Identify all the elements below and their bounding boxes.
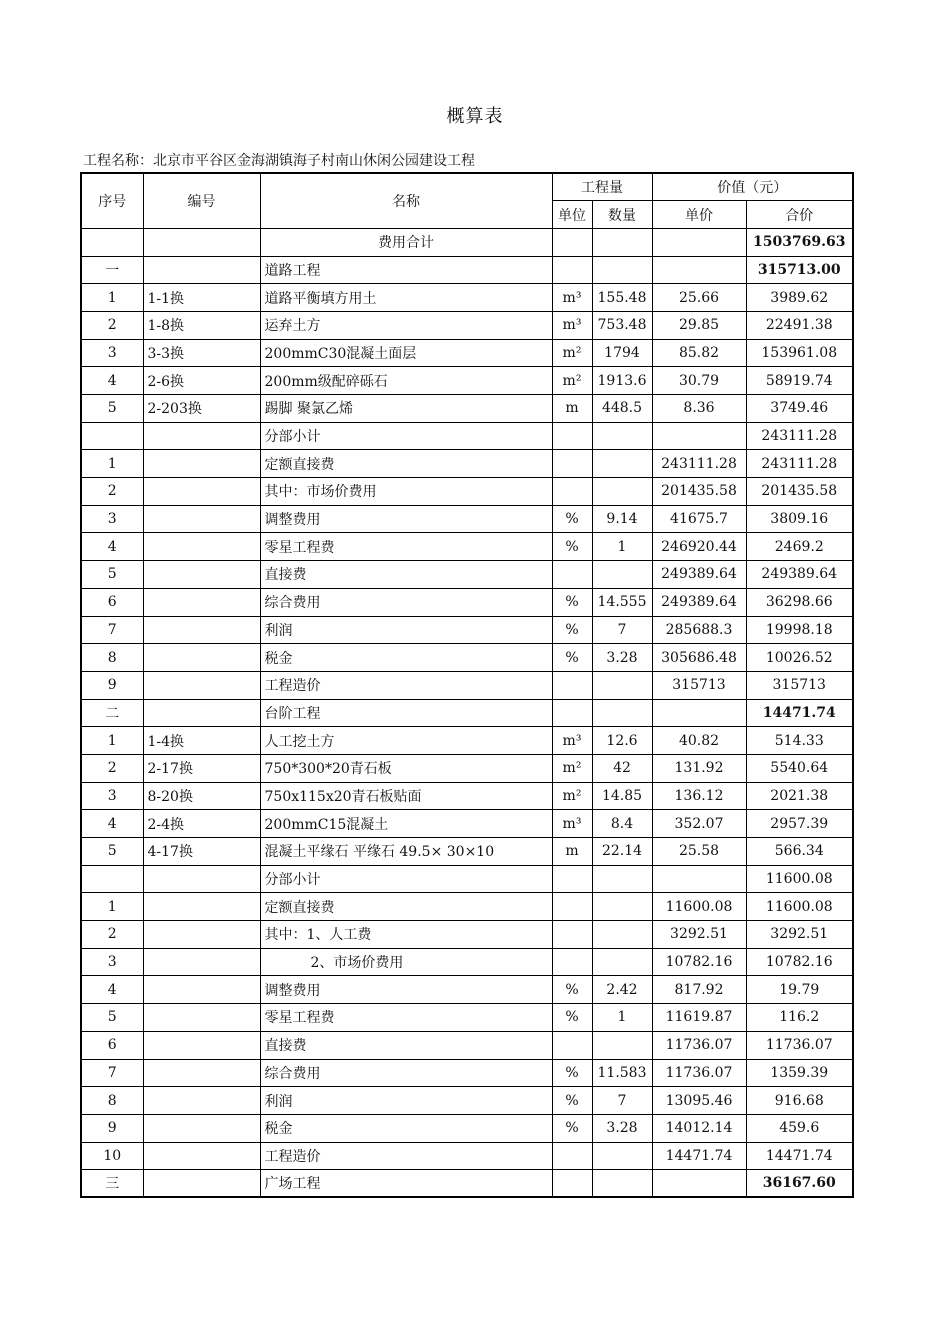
table-row xyxy=(81,865,853,893)
cell-name: 分部小计 xyxy=(260,865,552,893)
cell-price: 11736.07 xyxy=(652,1059,746,1087)
cell-total: 3749.46 xyxy=(746,395,853,423)
cell-unit: % xyxy=(552,644,592,672)
cell-code xyxy=(143,1170,260,1198)
cell-qty: 7 xyxy=(592,1087,652,1115)
cell-unit xyxy=(552,948,592,976)
cell-total: 14471.74 xyxy=(746,699,853,727)
header-price: 单价 xyxy=(652,201,746,229)
cell-price: 25.58 xyxy=(652,838,746,866)
cell-unit xyxy=(552,561,592,589)
cell-total: 3809.16 xyxy=(746,505,853,533)
cell-total: 243111.28 xyxy=(746,422,853,450)
cell-code: 3-3换 xyxy=(143,339,260,367)
cell-unit xyxy=(552,450,592,478)
cell-code xyxy=(143,588,260,616)
cell-total: 116.2 xyxy=(746,1004,853,1032)
table-row xyxy=(81,893,853,921)
cell-price: 136.12 xyxy=(652,782,746,810)
cell-total: 514.33 xyxy=(746,727,853,755)
cell-code xyxy=(143,561,260,589)
cell-price: 315713 xyxy=(652,671,746,699)
cell-qty xyxy=(592,478,652,506)
cell-unit: m² xyxy=(552,782,592,810)
cell-seq: 4 xyxy=(81,367,143,395)
cell-qty xyxy=(592,921,652,949)
cell-unit xyxy=(552,256,592,284)
cell-total: 36298.66 xyxy=(746,588,853,616)
table-row xyxy=(81,616,853,644)
cell-name: 税金 xyxy=(260,1114,552,1142)
cell-seq: 8 xyxy=(81,1087,143,1115)
cell-seq: 8 xyxy=(81,644,143,672)
cell-code xyxy=(143,256,260,284)
table-row xyxy=(81,228,853,256)
table-row xyxy=(81,588,853,616)
cell-name: 200mm级配碎砾石 xyxy=(260,367,552,395)
cell-name: 综合费用 xyxy=(260,588,552,616)
cell-qty xyxy=(592,1031,652,1059)
cell-unit: % xyxy=(552,976,592,1004)
cell-qty: 14.555 xyxy=(592,588,652,616)
cell-qty: 753.48 xyxy=(592,311,652,339)
cell-name: 零星工程费 xyxy=(260,533,552,561)
cell-total: 11600.08 xyxy=(746,865,853,893)
cell-qty: 155.48 xyxy=(592,284,652,312)
table-row xyxy=(81,976,853,1004)
cell-total: 459.6 xyxy=(746,1114,853,1142)
cell-qty: 12.6 xyxy=(592,727,652,755)
cell-price: 40.82 xyxy=(652,727,746,755)
cell-total: 2957.39 xyxy=(746,810,853,838)
project-name: 工程名称：北京市平谷区金海湖镇海子村南山休闲公园建设工程 xyxy=(83,153,475,169)
cell-seq: 3 xyxy=(81,505,143,533)
cell-seq: 二 xyxy=(81,699,143,727)
cell-seq: 5 xyxy=(81,561,143,589)
cell-name: 工程造价 xyxy=(260,1142,552,1170)
cell-total: 3989.62 xyxy=(746,284,853,312)
table-row xyxy=(81,1004,853,1032)
cell-name: 踢脚 聚氯乙烯 xyxy=(260,395,552,423)
table-row xyxy=(81,1170,853,1198)
cell-qty: 11.583 xyxy=(592,1059,652,1087)
cell-code: 4-17换 xyxy=(143,838,260,866)
table-row xyxy=(81,478,853,506)
cell-total: 1503769.63 xyxy=(746,228,853,256)
cell-qty: 8.4 xyxy=(592,810,652,838)
cell-code xyxy=(143,533,260,561)
page-title: 概算表 xyxy=(446,106,504,127)
table-row xyxy=(81,284,853,312)
table-row xyxy=(81,1031,853,1059)
cell-unit xyxy=(552,699,592,727)
cell-unit xyxy=(552,921,592,949)
cell-total: 19.79 xyxy=(746,976,853,1004)
cell-qty xyxy=(592,422,652,450)
header-name: 名称 xyxy=(260,173,552,228)
cell-qty: 448.5 xyxy=(592,395,652,423)
cell-code xyxy=(143,505,260,533)
table-row xyxy=(81,921,853,949)
cell-code: 1-4换 xyxy=(143,727,260,755)
cell-code xyxy=(143,1142,260,1170)
table-row xyxy=(81,810,853,838)
cell-code: 2-17换 xyxy=(143,754,260,782)
cell-price xyxy=(652,1170,746,1198)
cell-code xyxy=(143,671,260,699)
cell-name: 利润 xyxy=(260,616,552,644)
cell-unit xyxy=(552,865,592,893)
cell-unit: m xyxy=(552,395,592,423)
table-row xyxy=(81,754,853,782)
cell-unit: % xyxy=(552,616,592,644)
cell-price xyxy=(652,865,746,893)
cell-name: 零星工程费 xyxy=(260,1004,552,1032)
cell-price: 3292.51 xyxy=(652,921,746,949)
cell-qty: 3.28 xyxy=(592,644,652,672)
cell-code xyxy=(143,228,260,256)
cell-unit: % xyxy=(552,1087,592,1115)
cell-total: 566.34 xyxy=(746,838,853,866)
cell-qty: 1913.6 xyxy=(592,367,652,395)
cell-qty xyxy=(592,256,652,284)
cell-qty xyxy=(592,228,652,256)
cell-code xyxy=(143,1059,260,1087)
table-row xyxy=(81,422,853,450)
cell-seq: 2 xyxy=(81,921,143,949)
cell-name: 费用合计 xyxy=(260,228,552,256)
cell-code xyxy=(143,921,260,949)
cell-name: 200mmC15混凝土 xyxy=(260,810,552,838)
cell-seq: 1 xyxy=(81,893,143,921)
table-row xyxy=(81,450,853,478)
cell-seq xyxy=(81,422,143,450)
cell-unit: % xyxy=(552,1059,592,1087)
cell-price: 8.36 xyxy=(652,395,746,423)
cell-code: 2-203换 xyxy=(143,395,260,423)
cell-unit xyxy=(552,422,592,450)
cell-name: 定额直接费 xyxy=(260,450,552,478)
cell-seq: 1 xyxy=(81,727,143,755)
cell-total: 153961.08 xyxy=(746,339,853,367)
cell-seq: 7 xyxy=(81,1059,143,1087)
cell-unit xyxy=(552,1031,592,1059)
cell-seq: 2 xyxy=(81,754,143,782)
cell-total: 1359.39 xyxy=(746,1059,853,1087)
cell-name: 税金 xyxy=(260,644,552,672)
cell-seq: 4 xyxy=(81,810,143,838)
table-row xyxy=(81,1114,853,1142)
cell-name: 调整费用 xyxy=(260,505,552,533)
cell-price xyxy=(652,699,746,727)
cell-unit: % xyxy=(552,588,592,616)
cell-code xyxy=(143,644,260,672)
cell-total: 10782.16 xyxy=(746,948,853,976)
cell-seq: 1 xyxy=(81,450,143,478)
table-row xyxy=(81,311,853,339)
cell-total: 19998.18 xyxy=(746,616,853,644)
table-row xyxy=(81,367,853,395)
cell-price: 85.82 xyxy=(652,339,746,367)
cell-total: 2021.38 xyxy=(746,782,853,810)
table-row xyxy=(81,256,853,284)
cell-seq: 1 xyxy=(81,284,143,312)
header-unit: 单位 xyxy=(552,201,592,229)
table-row xyxy=(81,395,853,423)
cell-price: 817.92 xyxy=(652,976,746,1004)
cell-price: 14012.14 xyxy=(652,1114,746,1142)
header-row-1 xyxy=(81,173,853,201)
table-row xyxy=(81,644,853,672)
cell-unit xyxy=(552,671,592,699)
cell-seq: 3 xyxy=(81,339,143,367)
cell-seq: 6 xyxy=(81,1031,143,1059)
cell-price xyxy=(652,228,746,256)
cell-seq: 10 xyxy=(81,1142,143,1170)
cell-price: 14471.74 xyxy=(652,1142,746,1170)
cell-qty xyxy=(592,948,652,976)
cell-code: 8-20换 xyxy=(143,782,260,810)
cell-seq: 三 xyxy=(81,1170,143,1198)
cell-qty: 7 xyxy=(592,616,652,644)
cell-name: 其中：市场价费用 xyxy=(260,478,552,506)
cell-qty xyxy=(592,699,652,727)
header-seq: 序号 xyxy=(81,173,143,228)
cell-total: 14471.74 xyxy=(746,1142,853,1170)
cell-unit xyxy=(552,893,592,921)
cell-name: 750*300*20青石板 xyxy=(260,754,552,782)
cell-qty xyxy=(592,1142,652,1170)
cell-name: 综合费用 xyxy=(260,1059,552,1087)
cell-seq: 2 xyxy=(81,478,143,506)
cell-total: 11736.07 xyxy=(746,1031,853,1059)
cell-price: 243111.28 xyxy=(652,450,746,478)
cell-unit: m³ xyxy=(552,727,592,755)
table-row xyxy=(81,505,853,533)
cell-price: 11619.87 xyxy=(652,1004,746,1032)
cell-price: 131.92 xyxy=(652,754,746,782)
cell-code xyxy=(143,948,260,976)
cell-unit: % xyxy=(552,533,592,561)
cell-code: 1-8换 xyxy=(143,311,260,339)
cell-seq: 3 xyxy=(81,948,143,976)
cell-code xyxy=(143,450,260,478)
cell-code xyxy=(143,1087,260,1115)
cell-code xyxy=(143,865,260,893)
cell-total: 3292.51 xyxy=(746,921,853,949)
cell-code: 1-1换 xyxy=(143,284,260,312)
cell-unit xyxy=(552,1142,592,1170)
cell-seq xyxy=(81,865,143,893)
cell-price xyxy=(652,256,746,284)
cell-seq: 4 xyxy=(81,976,143,1004)
cell-unit: m² xyxy=(552,339,592,367)
cell-name: 广场工程 xyxy=(260,1170,552,1198)
table-row xyxy=(81,671,853,699)
cell-price: 13095.46 xyxy=(652,1087,746,1115)
cell-name: 直接费 xyxy=(260,561,552,589)
cell-qty xyxy=(592,893,652,921)
cell-qty xyxy=(592,561,652,589)
cell-price: 285688.3 xyxy=(652,616,746,644)
table-row xyxy=(81,561,853,589)
cell-total: 243111.28 xyxy=(746,450,853,478)
cell-name: 工程造价 xyxy=(260,671,552,699)
cell-seq: 5 xyxy=(81,838,143,866)
cell-code xyxy=(143,422,260,450)
cell-code xyxy=(143,1114,260,1142)
header-code: 编号 xyxy=(143,173,260,228)
cell-unit: m xyxy=(552,838,592,866)
cell-unit: m³ xyxy=(552,810,592,838)
table-row xyxy=(81,699,853,727)
cell-price: 352.07 xyxy=(652,810,746,838)
cell-price: 30.79 xyxy=(652,367,746,395)
cell-total: 916.68 xyxy=(746,1087,853,1115)
cell-qty: 1 xyxy=(592,533,652,561)
header-total: 合价 xyxy=(746,201,853,229)
table-row xyxy=(81,1142,853,1170)
cell-code xyxy=(143,616,260,644)
cell-code xyxy=(143,699,260,727)
cell-qty xyxy=(592,450,652,478)
cell-unit: % xyxy=(552,1114,592,1142)
table-row xyxy=(81,1059,853,1087)
cell-total: 10026.52 xyxy=(746,644,853,672)
cell-seq: 7 xyxy=(81,616,143,644)
cell-unit xyxy=(552,228,592,256)
cell-total: 11600.08 xyxy=(746,893,853,921)
cell-seq: 一 xyxy=(81,256,143,284)
cell-price: 41675.7 xyxy=(652,505,746,533)
cell-name: 利润 xyxy=(260,1087,552,1115)
cell-price: 25.66 xyxy=(652,284,746,312)
cell-qty: 2.42 xyxy=(592,976,652,1004)
cell-price: 29.85 xyxy=(652,311,746,339)
cell-price: 246920.44 xyxy=(652,533,746,561)
cell-code: 2-4换 xyxy=(143,810,260,838)
cell-name: 台阶工程 xyxy=(260,699,552,727)
cell-name: 200mmC30混凝土面层 xyxy=(260,339,552,367)
cell-code xyxy=(143,976,260,1004)
cell-code: 2-6换 xyxy=(143,367,260,395)
estimate-table xyxy=(80,172,854,1198)
cell-seq: 9 xyxy=(81,671,143,699)
cell-price: 11600.08 xyxy=(652,893,746,921)
cell-seq xyxy=(81,228,143,256)
cell-price: 11736.07 xyxy=(652,1031,746,1059)
cell-unit: m² xyxy=(552,754,592,782)
cell-name: 分部小计 xyxy=(260,422,552,450)
header-quantity-group: 工程量 xyxy=(552,173,652,201)
cell-seq: 6 xyxy=(81,588,143,616)
table-row xyxy=(81,782,853,810)
cell-name: 道路工程 xyxy=(260,256,552,284)
cell-seq: 4 xyxy=(81,533,143,561)
cell-name: 人工挖土方 xyxy=(260,727,552,755)
cell-qty: 1 xyxy=(592,1004,652,1032)
cell-code xyxy=(143,1031,260,1059)
cell-total: 36167.60 xyxy=(746,1170,853,1198)
cell-name: 混凝土平缘石 平缘石 49.5× 30×10 xyxy=(260,838,552,866)
cell-total: 315713 xyxy=(746,671,853,699)
cell-seq: 9 xyxy=(81,1114,143,1142)
cell-unit xyxy=(552,478,592,506)
cell-price xyxy=(652,422,746,450)
cell-qty: 22.14 xyxy=(592,838,652,866)
cell-unit: m³ xyxy=(552,284,592,312)
cell-price: 249389.64 xyxy=(652,561,746,589)
table-row xyxy=(81,533,853,561)
cell-total: 58919.74 xyxy=(746,367,853,395)
cell-name: 调整费用 xyxy=(260,976,552,1004)
cell-name: 定额直接费 xyxy=(260,893,552,921)
cell-total: 201435.58 xyxy=(746,478,853,506)
cell-seq: 5 xyxy=(81,1004,143,1032)
cell-seq: 5 xyxy=(81,395,143,423)
cell-qty: 42 xyxy=(592,754,652,782)
cell-price: 201435.58 xyxy=(652,478,746,506)
cell-code xyxy=(143,478,260,506)
cell-qty: 9.14 xyxy=(592,505,652,533)
cell-unit: % xyxy=(552,505,592,533)
table-row xyxy=(81,339,853,367)
cell-name: 直接费 xyxy=(260,1031,552,1059)
header-qty: 数量 xyxy=(592,201,652,229)
cell-total: 249389.64 xyxy=(746,561,853,589)
table-row xyxy=(81,948,853,976)
cell-price: 10782.16 xyxy=(652,948,746,976)
cell-unit: m² xyxy=(552,367,592,395)
cell-code xyxy=(143,893,260,921)
cell-unit xyxy=(552,1170,592,1198)
cell-unit: m³ xyxy=(552,311,592,339)
cell-qty: 1794 xyxy=(592,339,652,367)
cell-seq: 3 xyxy=(81,782,143,810)
cell-qty: 3.28 xyxy=(592,1114,652,1142)
cell-total: 5540.64 xyxy=(746,754,853,782)
cell-qty xyxy=(592,671,652,699)
cell-qty xyxy=(592,1170,652,1198)
cell-name: 750x115x20青石板贴面 xyxy=(260,782,552,810)
header-value-group: 价值（元） xyxy=(652,173,853,201)
cell-seq: 2 xyxy=(81,311,143,339)
cell-qty xyxy=(592,865,652,893)
cell-name: 道路平衡填方用土 xyxy=(260,284,552,312)
cell-price: 249389.64 xyxy=(652,588,746,616)
cell-price: 305686.48 xyxy=(652,644,746,672)
cell-qty: 14.85 xyxy=(592,782,652,810)
cell-total: 22491.38 xyxy=(746,311,853,339)
cell-total: 315713.00 xyxy=(746,256,853,284)
cell-unit: % xyxy=(552,1004,592,1032)
cell-name: 运弃土方 xyxy=(260,311,552,339)
cell-total: 2469.2 xyxy=(746,533,853,561)
cell-code xyxy=(143,1004,260,1032)
table-row xyxy=(81,1087,853,1115)
table-row xyxy=(81,838,853,866)
table-row xyxy=(81,727,853,755)
cell-name: 2、市场价费用 xyxy=(260,948,552,976)
cell-name: 其中：1、人工费 xyxy=(260,921,552,949)
